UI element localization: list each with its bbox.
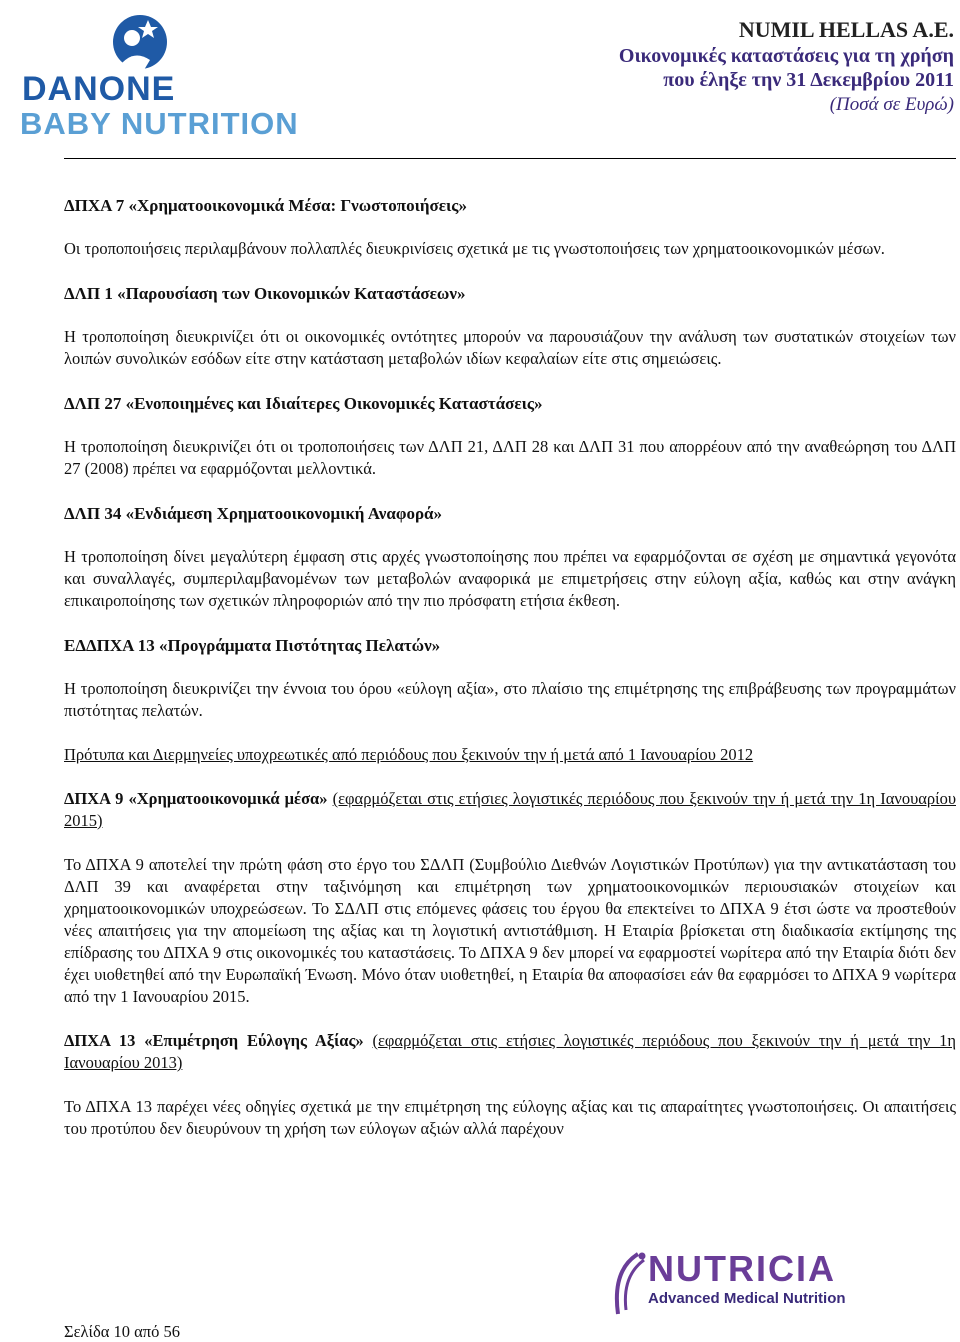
nutricia-brand-text: NUTRICIA	[648, 1248, 836, 1289]
currency-note: (Ποσά σε Ευρώ)	[829, 94, 954, 115]
section-text: Οι τροποποιήσεις περιλαμβάνουν πολλαπλές διευκρινίσεις σχετικά με τις γνωστοποιήσεις των χρηματοοικονομικών μέσων.	[64, 239, 885, 258]
danone-baby-nutrition-logo	[18, 8, 308, 148]
header-divider	[64, 158, 956, 159]
ifrs9-text: Το ΔΠΧΑ 9 αποτελεί την πρώτη φάση στο έργο του ΣΔΛΠ (Συμβούλιο Διεθνών Λογιστικών Προτύπων) για την αντικατάσταση του ΔΛΠ 39 και αναφέρεται στην ταξινόμηση και επιμέτρηση των χρηματοοικονομικών περιουσιακών στοιχείων και χρηματοοικονομικών υποχρεώσεων. Το ΣΔΛΠ στις επόμενες φάσεις του έργου θα επεκτείνει το ΔΠΧΑ 9 έτσι ώστε να προστεθούν νέες απαιτήσεις για την απομείωση της αξίας και τη λογιστική αντιστάθμιση. Η Εταιρία βρίσκεται στη διαδικασία εκτίμησης της επίδρασης του ΔΠΧΑ 9 στις οικονομικές του καταστάσεις. Το ΔΠΧΑ 9 δεν μπορεί να εφαρμοστεί νωρίτερα από την Εταιρία διότι δεν έχει υιοθετηθεί από την Ευρωπαϊκή Ένωση. Μόνο όταν υιοθετηθεί, η Εταιρία θα αποφασίσει εάν θα εφαρμόσει το ΔΠΧΑ 9 νωρίτερα από την 1 Ιανουαρίου 2015.	[64, 855, 956, 1006]
nutricia-tagline: Advanced Medical Nutrition	[648, 1290, 846, 1307]
section-heading: ΔΛΠ 34 «Ενδιάμεση Χρηματοοικονομική Αναφορά»	[64, 504, 443, 523]
document-header	[394, 16, 954, 118]
section-heading: ΔΠΧΑ 7 «Χρηματοοικονομικά Μέσα: Γνωστοποιήσεις»	[64, 196, 467, 215]
statement-period: που έληξε την 31 Δεκεμβρίου 2011	[663, 69, 954, 91]
page-number: Σελίδα 10 από 56	[64, 1322, 180, 1341]
standards-subheading: Πρότυπα και Διερμηνείες υποχρεωτικές από περιόδους που ξεκινούν την ή μετά από 1 Ιανουαρίου 2012	[64, 745, 754, 764]
nutricia-swoosh-icon	[608, 1250, 648, 1316]
section-text: Η τροποποίηση διευκρινίζει ότι οι τροποποιήσεις των ΔΛΠ 21, ΔΛΠ 28 και ΔΛΠ 31 που απορρέουν από την αναθεώρηση του ΔΛΠ 27 (2008) πρέπει να εφαρμόζονται μελλοντικά.	[64, 437, 956, 478]
ifrs13-heading-line	[64, 1030, 956, 1074]
danone-star-child-icon	[104, 12, 174, 72]
section-heading: ΔΛΠ 1 «Παρουσίαση των Οικονομικών Καταστάσεων»	[64, 284, 466, 303]
baby-nutrition-text: BABY NUTRITION	[20, 106, 299, 141]
section-text: Η τροποποίηση δίνει μεγαλύτερη έμφαση στις αρχές γνωστοποίησης που πρέπει να εφαρμόζονται σε σχέση με σημαντικά γεγονότα και συναλλαγές, συμπεριλαμβανομένων των μεταβολών αναφορικά με επιμετρήσεις στην εύλογη αξία, καθώς και στην ανάγκη επικαιροποίησης των σχετικών πληροφοριών από την πιο πρόσφατη ετήσια έκθεση.	[64, 547, 956, 610]
section-text: Η τροποποίηση διευκρινίζει την έννοια του όρου «εύλογη αξία», στο πλαίσιο της επιμέτρησης της επιβράβευσης των προγραμμάτων πιστότητας πελατών.	[64, 679, 956, 720]
ifrs13-text: Το ΔΠΧΑ 13 παρέχει νέες οδηγίες σχετικά με την επιμέτρηση της εύλογης αξίας και τις απαραίτητες γνωστοποιήσεις. Οι απαιτήσεις του προτύπου δεν διευρύνουν τη χρήση των εύλογων αξιών αλλά παρέχουν	[64, 1097, 956, 1138]
document-body	[64, 194, 956, 1140]
ifrs13-applicability: (εφαρμόζεται στις ετήσιες λογιστικές περιόδους που ξεκινούν την ή μετά την 1η Ιανουαρίου 2013)	[64, 1031, 957, 1072]
ifrs13-heading: ΔΠΧΑ 13 «Επιμέτρηση Εύλογης Αξίας»	[64, 1031, 364, 1050]
ifrs9-applicability: (εφαρμόζεται στις ετήσιες λογιστικές περιόδους που ξεκινούν την ή μετά την 1η Ιανουαρίου 2015)	[64, 789, 956, 830]
statement-title: Οικονομικές καταστάσεις για τη χρήση	[618, 45, 954, 67]
ifrs9-heading: ΔΠΧΑ 9 «Χρηματοοικονομικά μέσα»	[64, 789, 328, 808]
nutricia-logo	[608, 1248, 846, 1318]
section-heading: ΔΛΠ 27 «Ενοποιημένες και Ιδιαίτερες Οικονομικές Καταστάσεις»	[64, 394, 543, 413]
ifrs9-heading-line	[64, 788, 956, 832]
danone-brand-text: DANONE	[22, 70, 176, 108]
section-heading: ΕΔΔΠΧΑ 13 «Προγράμματα Πιστότητας Πελατών»	[64, 636, 441, 655]
company-name: NUMIL HELLAS A.E.	[738, 17, 954, 42]
section-text: Η τροποποίηση διευκρινίζει ότι οι οικονομικές οντότητες μπορούν να παρουσιάζουν την ανάλυση των συστατικών στοιχείων των λοιπών συνολικών εσόδων είτε στην κατάσταση μεταβολών ιδίων κεφαλαίων είτε στις σημειώσεις.	[64, 327, 956, 368]
